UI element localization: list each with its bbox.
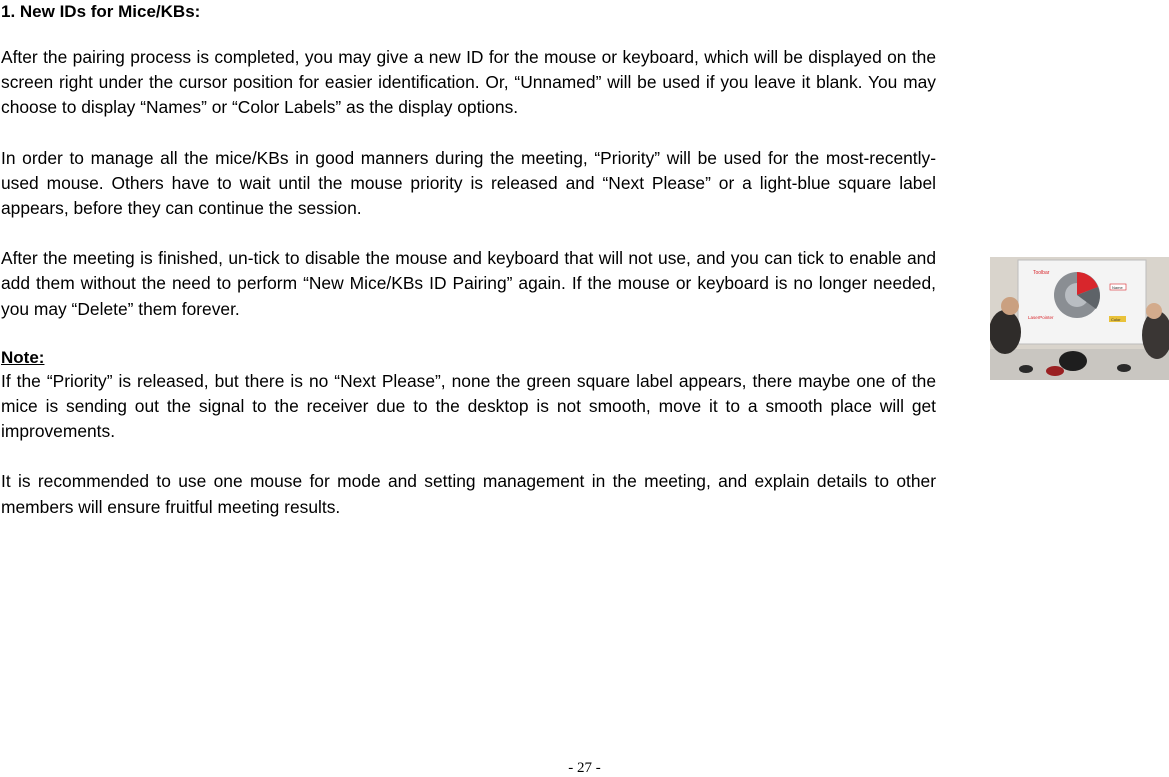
note-label: Note:	[1, 347, 45, 367]
document-body	[1, 1, 936, 545]
screen-label-name: Name	[1112, 285, 1123, 290]
note-paragraph-recommendation: It is recommended to use one mouse for mode and setting management in the meeting, and explain details to other members will ensure fruitful meeting results.	[1, 471, 936, 517]
mouse-left	[1019, 365, 1033, 373]
meeting-photo	[990, 257, 1169, 380]
person-right-head	[1146, 303, 1162, 319]
paragraph-after-meeting: After the meeting is finished, un-tick to disable the mouse and keyboard that will not use, and you can tick to enable and add them without the need to perform “New Mice/KBs ID Pairing” again. If the mouse or keyboard is no longer needed, you may “Delete” them forever.	[1, 248, 936, 319]
mouse-foreground	[1059, 351, 1087, 371]
note-paragraph-release: If the “Priority” is released, but there is no “Next Please”, none the green square label appears, there maybe one of the mice is sending out the signal to the receiver due to the desktop is not smooth, move it to a smooth place will get improvements.	[1, 370, 936, 442]
screen-label-laserpointer: LaserPointer	[1028, 315, 1054, 320]
person-left-silhouette	[990, 310, 1021, 354]
paragraph-priority: In order to manage all the mice/KBs in good manners during the meeting, “Priority” will be used for the most-recently-used mouse. Others have to wait until the mouse priority is released and “Next Please” or a light-blue square label appears, before they can continue the session.	[1, 147, 936, 219]
screen-label-toolbar: Toolbar	[1033, 270, 1050, 276]
person-left-head	[1001, 297, 1019, 315]
screen-label-color: Color	[1111, 317, 1121, 322]
section-heading: 1. New IDs for Mice/KBs:	[1, 2, 201, 21]
mouse-right	[1117, 364, 1131, 372]
meeting-illustration	[990, 257, 1169, 380]
paragraph-pairing: After the pairing process is completed, you may give a new ID for the mouse or keyboard, which will be displayed on the screen right under the cursor position for easier identification. Or, “Unnamed” will be used if you leave it blank. You may choose to display “Names” or “Color Labels” as the display options.	[1, 47, 936, 118]
page-number: - 27 -	[568, 760, 601, 776]
mouse-accent	[1046, 366, 1064, 376]
